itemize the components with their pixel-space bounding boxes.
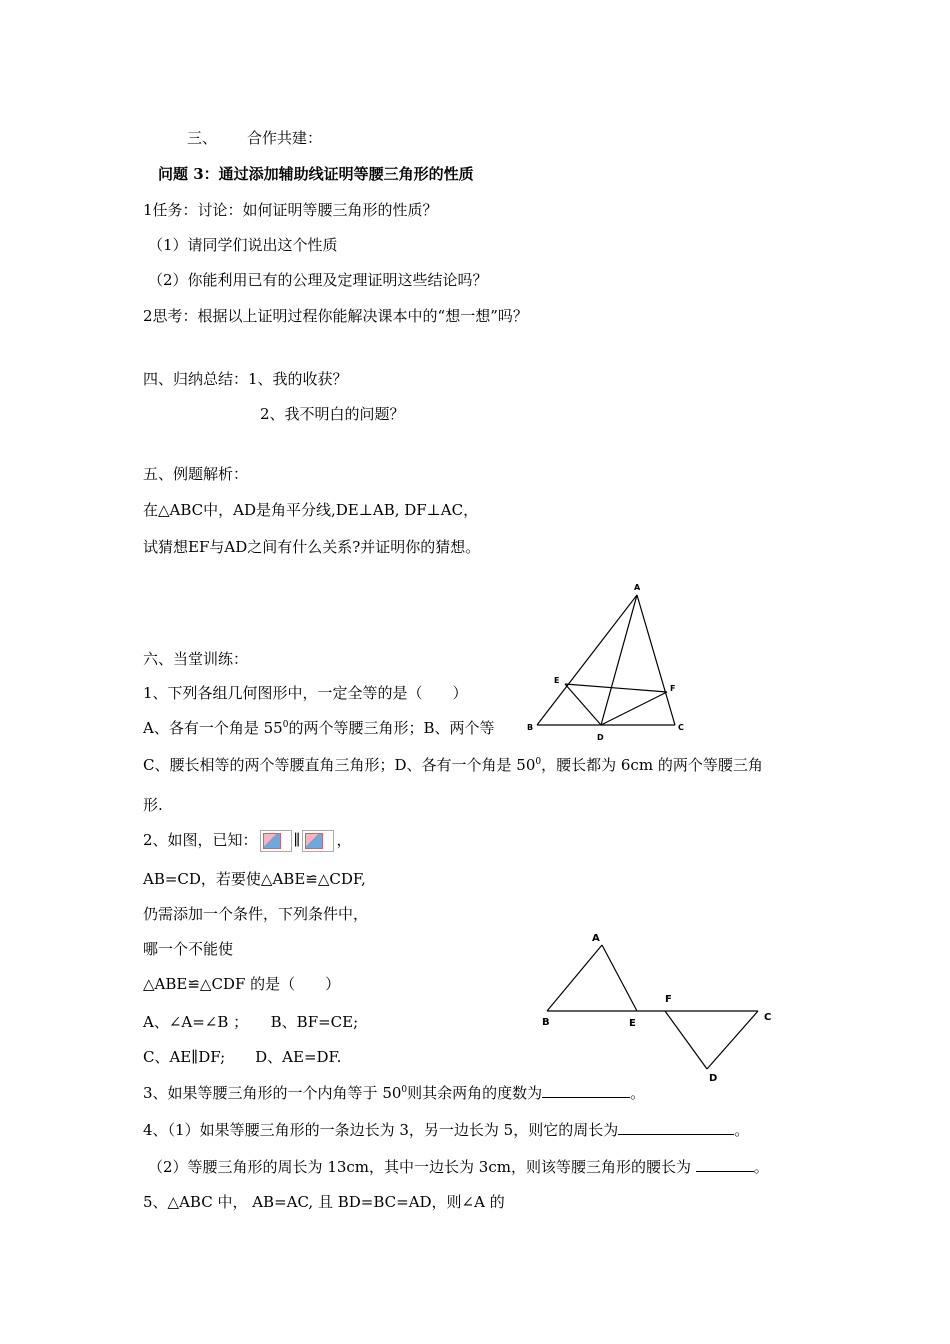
exercise2-option-cd: C、AE∥DF; D、AE=DF. [143,1048,342,1066]
segment-ab [547,945,602,1011]
section3-heading [187,128,322,148]
segment-ab [537,595,637,725]
fig1-label-b: B [527,723,534,732]
section4-heading: 四、归纳总结：1、我的收获？ [143,370,348,388]
problem3-title: 问题 3：通过添加辅助线证明等腰三角形的性质 [158,165,474,183]
exercise1-question: 1、下列各组几何图形中，一定全等的是（ ） [143,684,468,702]
segment-ae [602,945,637,1011]
task1-item2: （2）你能利用已有的公理及定理证明这些结论吗？ [148,271,488,289]
exercise1-option-cd: C、腰长相等的两个等腰直角三角形；D、各有一个角是 $50^0$，腰长都为 6cm 的两个等腰三角 [143,756,763,774]
fig2-label-f: F [665,994,672,1005]
exercise2-line3: 仍需添加一个条件，下列条件中， [143,905,369,923]
exercise5-question: 5、△ABC 中， AB=AC, 且 BD=BC=AD，则∠A 的 [143,1193,505,1211]
exercise1-option-ab: A、各有一个角是 $55^0$的两个等腰三角形；B、两个等 [143,719,495,737]
exercise4-part2: （2）等腰三角形的周长为 13cm，其中一边长为 3cm，则该等腰三角形的腰长为 。 [148,1158,769,1176]
fig2-label-a: A [592,933,600,944]
fig1-label-f: F [670,684,676,693]
segment-ad [601,595,637,725]
figure-two-triangles [535,928,785,1088]
example-line2: 试猜想EF与AD之间有什么关系?并证明你的猜想。 [143,538,481,556]
fig1-label-e: E [554,676,560,685]
exercise2-line2: AB=CD，若要使△ABE≌△CDF, [143,870,366,888]
fig2-label-c: C [764,1012,772,1023]
fig1-label-d: D [597,733,604,742]
section6-heading: 六、当堂训练： [143,650,249,668]
exercise1-option-cd-continued: 形. [143,796,163,814]
fig2-label-e: E [629,1018,636,1029]
exercise2-line5: △ABE≌△CDF 的是（ ） [143,975,341,993]
think2-text: 2思考：根据以上证明过程你能解决课本中的“想一想”吗？ [143,307,528,325]
section3-title: 合作共建： [247,129,323,147]
broken-image-icon [260,830,292,852]
segment-ac [637,595,675,725]
fig1-label-a: A [634,583,641,592]
section3-number: 三、 [187,129,218,147]
exercise2-line4: 哪一个不能使 [143,940,234,958]
segment-ef [565,684,667,692]
task1-text: 1任务：讨论：如何证明等腰三角形的性质？ [143,201,438,219]
segment-fd [665,1011,707,1069]
exercise3-question: 3、如果等腰三角形的一个内角等于 $50^0$则其余两角的度数为 。 [143,1084,646,1102]
answer-blank[interactable] [618,1120,734,1135]
section5-heading: 五、例题解析： [143,465,249,483]
section4-item2: 2、我不明白的问题？ [260,405,405,423]
exercise4-part1: 4、（1）如果等腰三角形的一条边长为 3，另一边长为 5，则它的周长为 。 [143,1121,750,1139]
exercise2-option-ab: A、∠A=∠B ； B、BF=CE; [143,1013,359,1031]
task1-item1: （1）请同学们说出这个性质 [148,236,338,254]
segment-de [565,684,601,725]
exercise2-question: 2、如图，已知： ∥ ， [143,830,352,852]
fig2-label-b: B [542,1017,550,1028]
fig1-label-c: C [678,723,684,732]
figure-triangle-abc [525,578,700,748]
fig2-label-d: D [709,1073,718,1084]
answer-blank[interactable] [696,1157,754,1172]
answer-blank[interactable] [542,1083,630,1098]
broken-image-icon [302,830,334,852]
example-line1: 在△ABC中，AD是角平分线,DE⊥AB, DF⊥AC， [143,501,479,519]
segment-df [601,692,667,725]
segment-cd [707,1011,758,1069]
